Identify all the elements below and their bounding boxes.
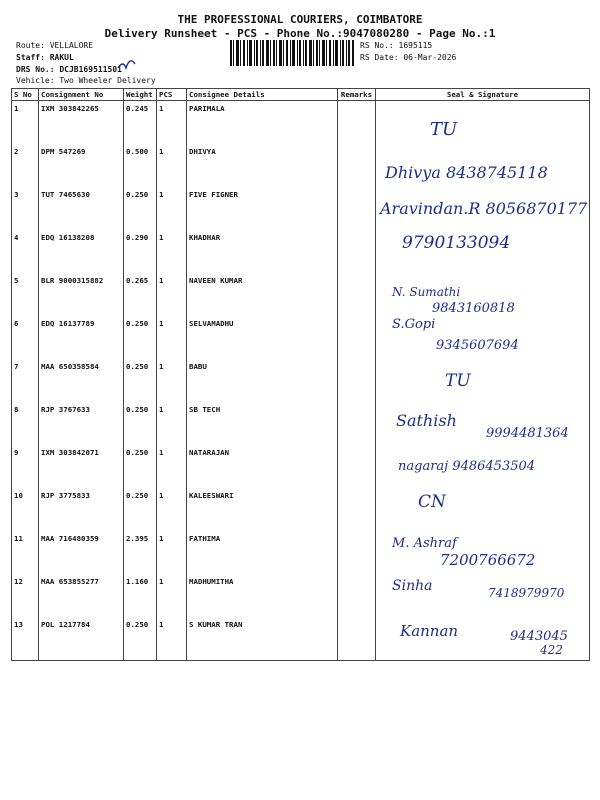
staff-label: Staff: RAKUL [16, 53, 74, 62]
row-weight: 0.290 [124, 230, 157, 273]
row-consignee: PARIMALA [187, 101, 338, 145]
signature-row-8-phone: 9994481364 [486, 426, 569, 441]
row-sno: 8 [12, 402, 39, 445]
table-row [12, 359, 590, 402]
col-remarks-header: Remarks [338, 89, 376, 101]
row-consignee: SB TECH [187, 402, 338, 445]
row-signature [376, 359, 590, 402]
row-consignment: IXM 303842265 [39, 101, 124, 145]
row-remarks [338, 273, 376, 316]
row-consignee: NAVEEN KUMAR [187, 273, 338, 316]
drs-number: DRS No.: DCJB169511501 [16, 65, 122, 74]
row-remarks [338, 316, 376, 359]
row-weight: 0.265 [124, 273, 157, 316]
row-pcs: 1 [157, 230, 187, 273]
row-weight: 0.250 [124, 488, 157, 531]
row-sno: 11 [12, 531, 39, 574]
signature-row-9: nagaraj 9486453504 [398, 459, 536, 474]
row-consignee: KALEESWARI [187, 488, 338, 531]
row-consignment: TUT 7465630 [39, 187, 124, 230]
table-row [12, 445, 590, 488]
table-row [12, 144, 590, 187]
signature-row-11-name: M. Ashraf [392, 536, 457, 551]
row-remarks [338, 230, 376, 273]
signature-row-5-name: N. Sumathi [392, 285, 461, 299]
vehicle-label: Vehicle: Two Wheeler Delivery [16, 76, 156, 85]
row-remarks [338, 402, 376, 445]
signature-row-13-name: Kannan [400, 622, 459, 640]
row-consignment: BLR 9000315882 [39, 273, 124, 316]
row-consignee: MADHUMITHA [187, 574, 338, 617]
row-signature [376, 617, 590, 661]
signature-row-2: Dhivya 8438745118 [385, 163, 548, 182]
row-weight: 0.500 [124, 144, 157, 187]
signature-row-13-phone: 9443045 [510, 629, 568, 644]
row-consignment: MAA 650358584 [39, 359, 124, 402]
row-pcs: 1 [157, 445, 187, 488]
row-pcs: 1 [157, 617, 187, 661]
row-signature [376, 101, 590, 145]
row-consignment: EDQ 16138208 [39, 230, 124, 273]
row-consignee: FIVE FIGNER [187, 187, 338, 230]
runsheet-subtitle: Delivery Runsheet - PCS - Phone No.:9047080280 - Page No.:1 [104, 27, 496, 40]
table-row [12, 101, 590, 145]
row-pcs: 1 [157, 402, 187, 445]
row-remarks [338, 617, 376, 661]
row-consignee: BABU [187, 359, 338, 402]
row-weight: 1.160 [124, 574, 157, 617]
row-remarks [338, 144, 376, 187]
table-row [12, 531, 590, 574]
row-sno: 12 [12, 574, 39, 617]
company-title: THE PROFESSIONAL COURIERS, COIMBATORE [177, 13, 423, 26]
row-remarks [338, 574, 376, 617]
row-sno: 9 [12, 445, 39, 488]
row-pcs: 1 [157, 187, 187, 230]
row-weight: 2.395 [124, 531, 157, 574]
rs-number: RS No.: 1695115 [360, 41, 433, 50]
row-consignee: S KUMAR TRAN [187, 617, 338, 661]
row-weight: 0.250 [124, 187, 157, 230]
row-consignment: IXM 303842071 [39, 445, 124, 488]
table-row [12, 187, 590, 230]
row-consignment: MAA 653855277 [39, 574, 124, 617]
col-sno-header: S No [12, 89, 39, 101]
barcode-icon [230, 40, 354, 66]
signature-row-12-phone: 7418979970 [488, 586, 565, 600]
row-sno: 10 [12, 488, 39, 531]
row-pcs: 1 [157, 144, 187, 187]
row-sno: 1 [12, 101, 39, 145]
row-remarks [338, 488, 376, 531]
row-weight: 0.245 [124, 101, 157, 145]
signature-row-5-phone: 9843160818 [432, 301, 515, 316]
row-consignment: DPM 547269 [39, 144, 124, 187]
row-sno: 3 [12, 187, 39, 230]
signature-row-13-phone-cont: 422 [540, 643, 563, 657]
row-sno: 7 [12, 359, 39, 402]
row-sno: 4 [12, 230, 39, 273]
signature-row-10: CN [418, 492, 446, 512]
row-pcs: 1 [157, 316, 187, 359]
table-row [12, 402, 590, 445]
row-consignment: RJP 3767633 [39, 402, 124, 445]
row-pcs: 1 [157, 359, 187, 402]
rs-date: RS Date: 06-Mar-2026 [360, 53, 457, 62]
row-consignment: RJP 3775833 [39, 488, 124, 531]
row-pcs: 1 [157, 101, 187, 145]
row-consignment: EDQ 16137789 [39, 316, 124, 359]
row-pcs: 1 [157, 273, 187, 316]
col-pcs-header: PCS [157, 89, 187, 101]
signature-row-11-phone: 7200766672 [440, 551, 536, 569]
row-pcs: 1 [157, 574, 187, 617]
row-signature [376, 230, 590, 273]
col-consignment-header: Consignment No [39, 89, 124, 101]
row-weight: 0.250 [124, 617, 157, 661]
row-remarks [338, 187, 376, 230]
row-signature [376, 402, 590, 445]
route-label: Route: VELLALORE [16, 41, 94, 50]
table-row [12, 273, 590, 316]
row-weight: 0.250 [124, 316, 157, 359]
signature-row-6-name: S.Gopi [392, 317, 436, 332]
signature-row-7: TU [445, 371, 471, 391]
row-consignee: DHIVYA [187, 144, 338, 187]
table-row [12, 488, 590, 531]
row-pcs: 1 [157, 488, 187, 531]
table-row [12, 230, 590, 273]
row-remarks [338, 445, 376, 488]
table-header-row [12, 89, 590, 101]
col-weight-header: Weight [124, 89, 157, 101]
row-signature [376, 488, 590, 531]
row-sno: 2 [12, 144, 39, 187]
signature-row-4: 9790133094 [402, 233, 511, 253]
row-consignee: NATARAJAN [187, 445, 338, 488]
row-remarks [338, 359, 376, 402]
col-signature-header: Seal & Signature [376, 89, 590, 101]
row-sno: 6 [12, 316, 39, 359]
row-remarks [338, 531, 376, 574]
table-row [12, 316, 590, 359]
row-weight: 0.250 [124, 359, 157, 402]
row-consignment: MAA 716480359 [39, 531, 124, 574]
row-weight: 0.250 [124, 402, 157, 445]
row-pcs: 1 [157, 531, 187, 574]
signature-row-8-name: Sathish [396, 411, 457, 430]
table-row [12, 574, 590, 617]
row-sno: 13 [12, 617, 39, 661]
signature-row-12-name: Sinha [392, 578, 433, 594]
signature-row-6-phone: 9345607694 [436, 338, 519, 353]
row-signature [376, 273, 590, 316]
row-consignment: POL 1217784 [39, 617, 124, 661]
row-signature [376, 531, 590, 574]
row-consignee: FATHIMA [187, 531, 338, 574]
table-row [12, 617, 590, 661]
row-signature [376, 144, 590, 187]
runsheet-table [11, 88, 590, 661]
row-consignee: SELVAMADHU [187, 316, 338, 359]
row-sno: 5 [12, 273, 39, 316]
col-consignee-header: Consignee Details [187, 89, 338, 101]
row-signature [376, 574, 590, 617]
row-remarks [338, 101, 376, 145]
signature-row-3: Aravindan.R 8056870177 [380, 199, 588, 218]
row-signature [376, 187, 590, 230]
signature-row-1: TU [430, 119, 458, 140]
row-weight: 0.250 [124, 445, 157, 488]
row-signature [376, 316, 590, 359]
row-signature [376, 445, 590, 488]
row-consignee: KHADHAR [187, 230, 338, 273]
